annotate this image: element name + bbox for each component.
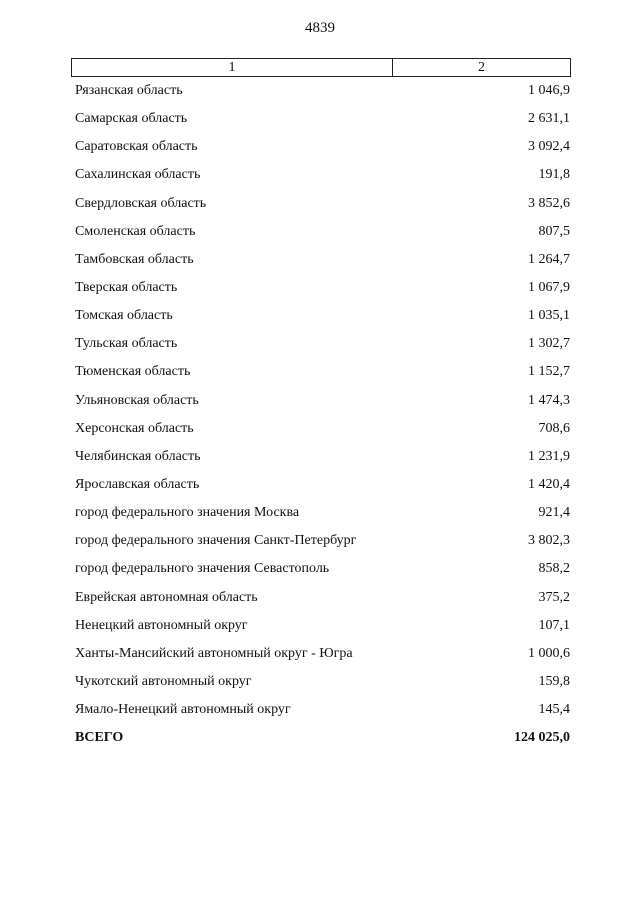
region-value: 159,8: [538, 673, 570, 689]
table-row: [75, 167, 570, 195]
region-value: 1 000,6: [528, 645, 570, 661]
region-value: 375,2: [538, 589, 570, 605]
table-row: [75, 449, 570, 477]
region-name: Ненецкий автономный округ: [75, 617, 248, 633]
total-label: ВСЕГО: [75, 730, 124, 745]
table-row: [75, 702, 570, 730]
region-name: город федерального значения Севастополь: [75, 561, 330, 577]
region-name: Херсонская область: [75, 420, 194, 436]
table-row: [75, 224, 570, 252]
total-row: [75, 730, 570, 746]
region-name: Тюменская область: [75, 364, 191, 380]
table-row: [75, 674, 570, 702]
region-value: 858,2: [538, 561, 570, 577]
table-row: [75, 111, 570, 139]
table-row: [75, 646, 570, 674]
region-name: Саратовская область: [75, 139, 198, 155]
region-value: 1 046,9: [528, 83, 570, 98]
region-name: Тамбовская область: [75, 251, 194, 267]
region-value: 3 852,6: [528, 195, 570, 211]
region-value: 921,4: [538, 505, 570, 521]
table-row: [75, 308, 570, 336]
region-name: Ульяновская область: [75, 392, 199, 408]
region-name: город федерального значения Москва: [75, 505, 300, 521]
region-name: Тверская область: [75, 279, 178, 295]
table-row: [75, 393, 570, 421]
region-name: Ханты-Мансийский автономный округ - Югра: [75, 645, 353, 661]
region-name: Чукотский автономный округ: [75, 673, 252, 689]
region-value: 107,1: [538, 617, 570, 633]
region-value: 1 264,7: [528, 251, 570, 267]
region-value: 3 802,3: [528, 533, 570, 549]
table-row: [75, 618, 570, 646]
region-value: 3 092,4: [528, 139, 570, 155]
table-row: [75, 196, 570, 224]
region-value: 2 631,1: [528, 111, 570, 127]
table-row: [75, 280, 570, 308]
table-row: [75, 336, 570, 364]
region-value: 191,8: [538, 167, 570, 183]
region-name: Челябинская область: [75, 448, 201, 464]
table-row: [75, 533, 570, 561]
table-row: [75, 139, 570, 167]
region-name: Свердловская область: [75, 195, 207, 211]
table-row: [75, 505, 570, 533]
table-row: [75, 590, 570, 618]
region-name: Смоленская область: [75, 223, 196, 239]
region-value: 1 231,9: [528, 448, 570, 464]
region-name: Томская область: [75, 308, 173, 324]
total-value: 124 025,0: [514, 730, 570, 745]
table-row: [75, 477, 570, 505]
table-body: [75, 83, 570, 730]
region-name: Самарская область: [75, 111, 188, 127]
region-value: 807,5: [538, 223, 570, 239]
page-number: 4839: [305, 20, 335, 36]
table-header: [71, 58, 571, 77]
region-name: Рязанская область: [75, 83, 183, 98]
region-value: 1 420,4: [528, 476, 570, 492]
region-value: 708,6: [538, 420, 570, 436]
region-value: 145,4: [538, 702, 570, 718]
region-value: 1 035,1: [528, 308, 570, 324]
region-name: Ярославская область: [75, 476, 200, 492]
header-col-1: 1: [72, 59, 393, 76]
region-value: 1 152,7: [528, 364, 570, 380]
region-value: 1 302,7: [528, 336, 570, 352]
table-row: [75, 364, 570, 392]
region-name: город федерального значения Санкт-Петербург: [75, 533, 357, 549]
table-row: [75, 252, 570, 280]
region-name: Тульская область: [75, 336, 178, 352]
region-name: Сахалинская область: [75, 167, 201, 183]
region-value: 1 067,9: [528, 279, 570, 295]
region-name: Ямало-Ненецкий автономный округ: [75, 702, 291, 718]
region-name: Еврейская автономная область: [75, 589, 258, 605]
table-row: [75, 561, 570, 589]
header-col-2: 2: [478, 60, 485, 75]
table-row: [75, 83, 570, 111]
region-value: 1 474,3: [528, 392, 570, 408]
table-row: [75, 421, 570, 449]
